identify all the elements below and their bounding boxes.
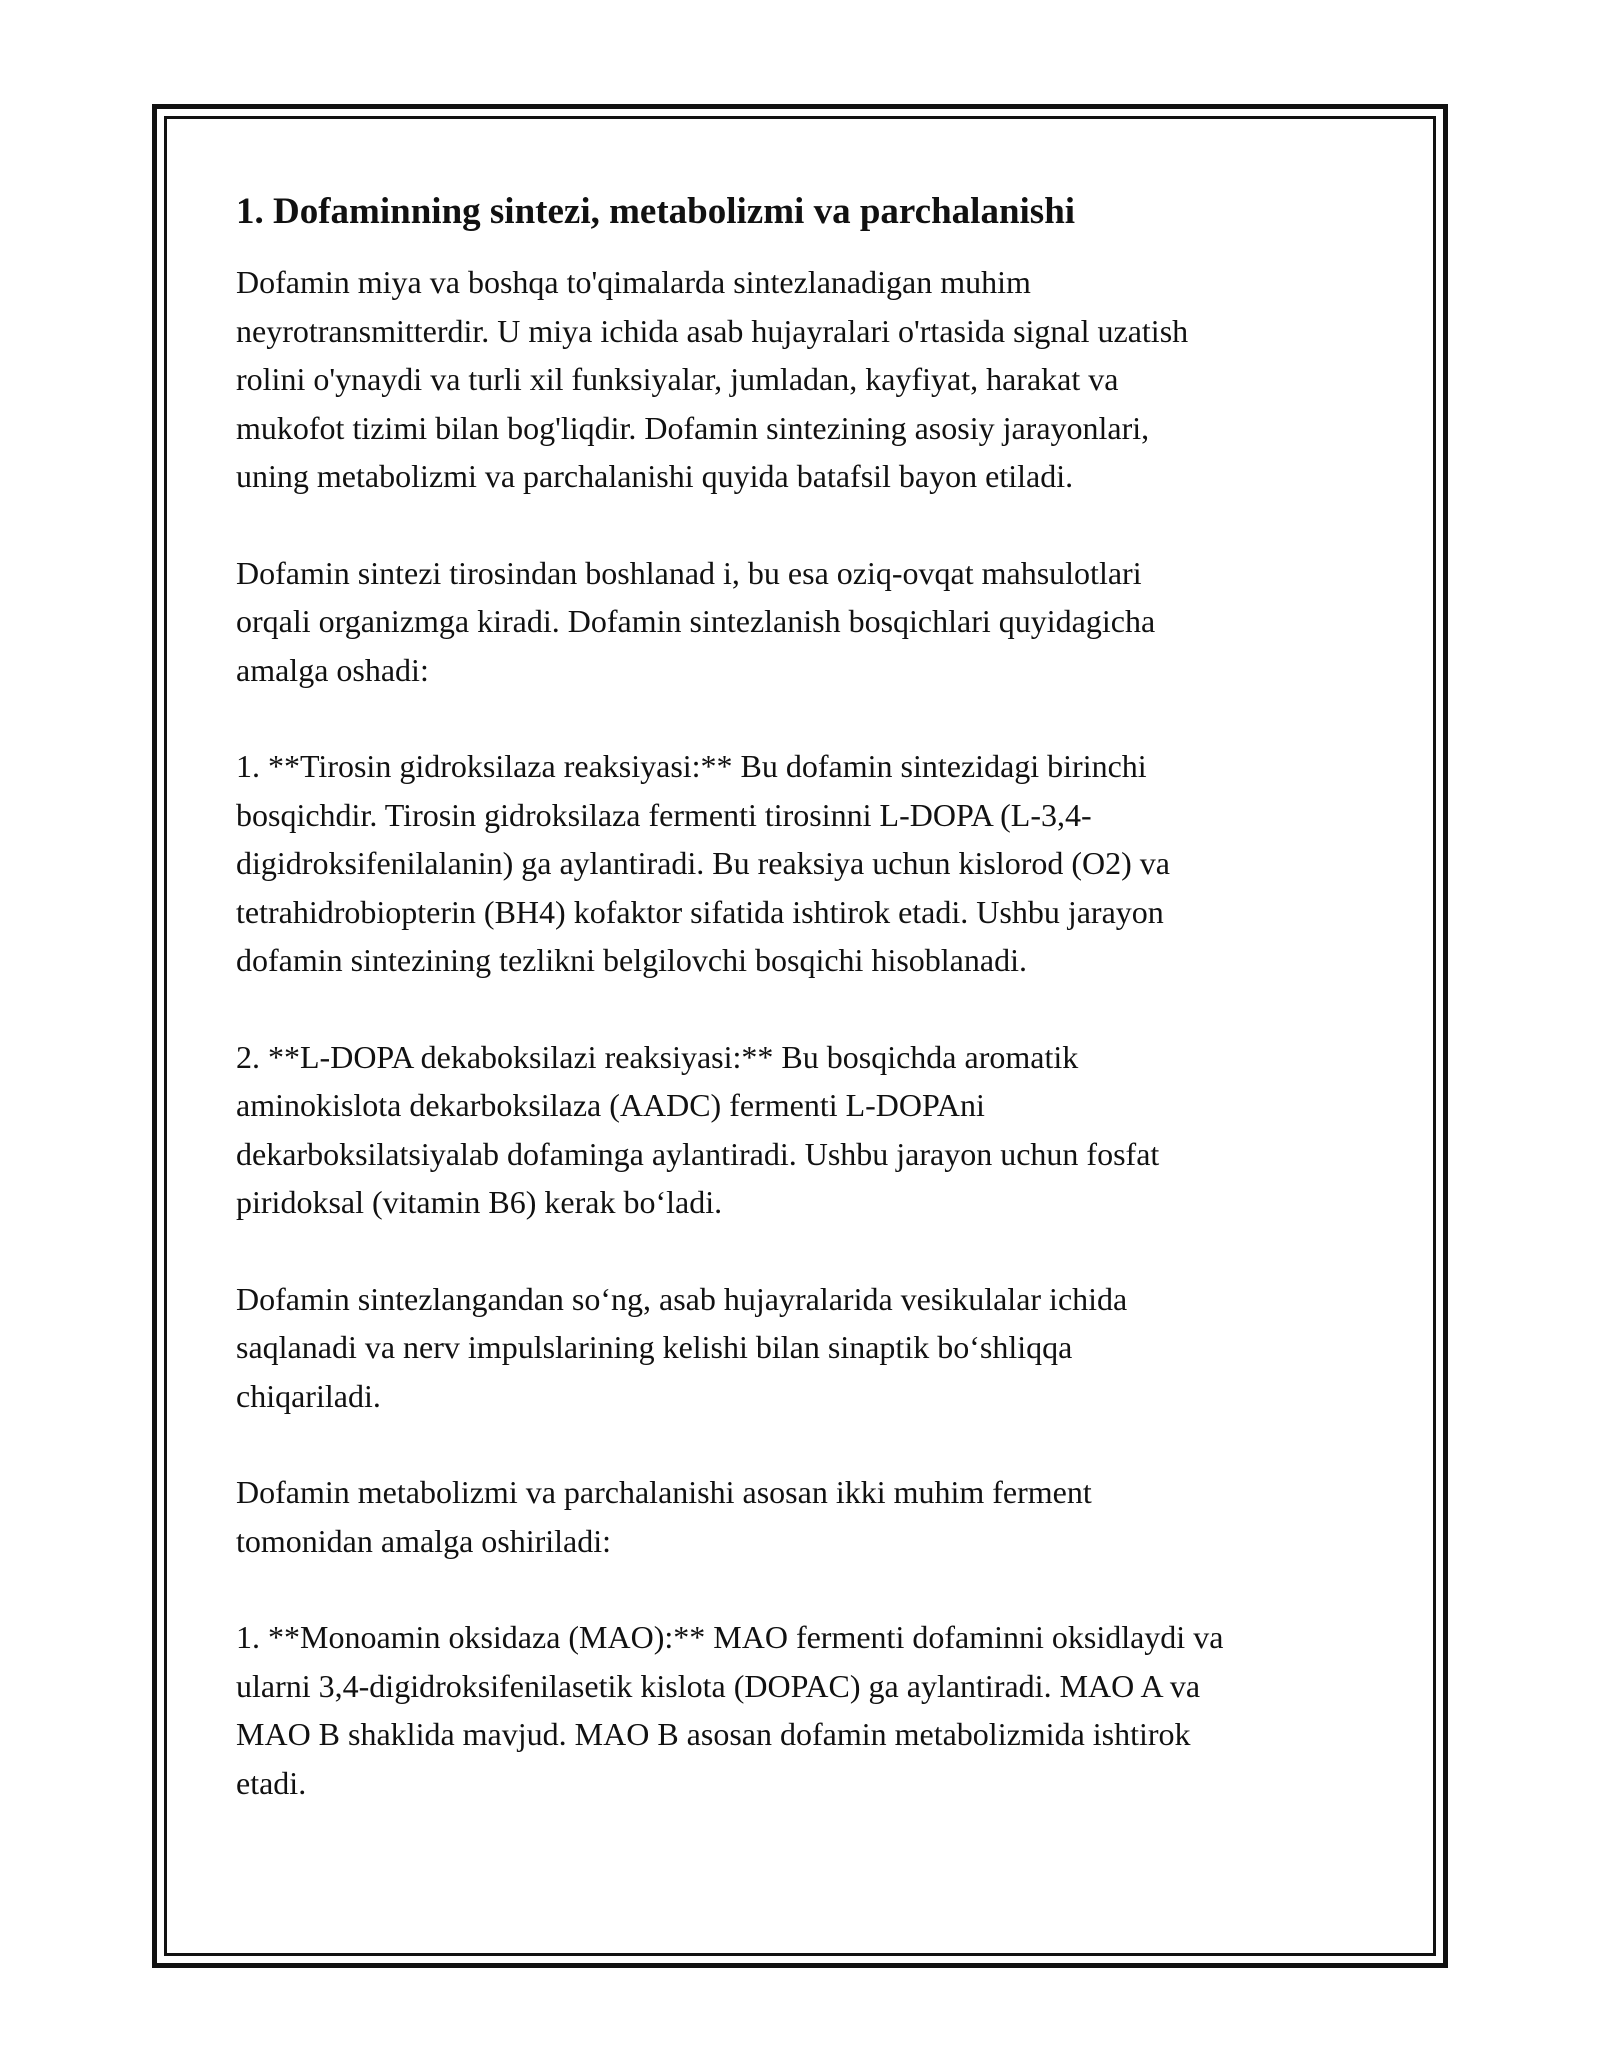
paragraph-metabolism-intro: [236, 1468, 1376, 1565]
text-line: 1. **Tirosin gidroksilaza reaksiyasi:** Bu dofamin sintezidagi birinchi: [236, 748, 1147, 784]
text-line: Dofamin sintezlangandan so‘ng, asab hujayralarida vesikulalar ichida: [236, 1280, 1128, 1317]
paragraph-synthesis-intro: [236, 549, 1376, 695]
text-line: dekarboksilatsiyalab dofaminga aylantiradi. Ushbu jarayon uchun fosfat: [236, 1135, 1160, 1172]
text-line: 2. **L-DOPA dekaboksilazi reaksiyasi:** Bu bosqichda aromatik: [236, 1038, 1079, 1075]
text-line: Dofamin miya va boshqa to'qimalarda sintezlanadigan muhim: [236, 264, 1031, 300]
text-line: mukofot tizimi bilan bog'liqdir. Dofamin sintezining asosiy jarayonlari,: [236, 409, 1150, 446]
text-line: aminokislota dekarboksilaza (AADC) fermenti L-DOPAni: [236, 1087, 985, 1123]
text-line: saqlanadi va nerv impulslarining kelishi bilan sinaptik bo‘shliqqa: [236, 1329, 1073, 1365]
text-line: amalga oshadi:: [236, 651, 429, 688]
paragraph-intro: [236, 258, 1376, 501]
text-line: MAO B shaklida mavjud. MAO B asosan dofamin metabolizmida ishtirok: [236, 1716, 1191, 1752]
paragraph-step-mao: [236, 1613, 1376, 1807]
text-line: rolini o'ynaydi va turli xil funksiyalar, jumladan, kayfiyat, harakat va: [236, 361, 1119, 397]
text-line: piridoksal (vitamin B6) kerak bo‘ladi.: [236, 1184, 723, 1220]
text-line: ularni 3,4-digidroksifenilasetik kislota (DOPAC) ga aylantiradi. MAO A va: [236, 1667, 1201, 1704]
text-line: tetrahidrobiopterin (BH4) kofaktor sifatida ishtirok etadi. Ushbu jarayon: [236, 893, 1164, 930]
paragraph-step-tyrosine-hydroxylase: [236, 742, 1376, 985]
text-line: tomonidan amalga oshiriladi:: [236, 1522, 612, 1559]
text-line: digidroksifenilalanin) ga aylantiradi. Bu reaksiya uchun kislorod (O2) va: [236, 845, 1170, 881]
text-line: dofamin sintezining tezlikni belgilovchi bosqichi hisoblanadi.: [236, 942, 1027, 978]
paragraph-storage-release: [236, 1275, 1376, 1421]
text-line: chiqariladi.: [236, 1377, 381, 1414]
text-line: neyrotransmitterdir. U miya ichida asab hujayralari o'rtasida signal uzatish: [236, 312, 1189, 349]
text-line: uning metabolizmi va parchalanishi quyida batafsil bayon etiladi.: [236, 458, 1074, 494]
document-body: [236, 188, 1376, 1855]
section-heading: 1. Dofaminning sintezi, metabolizmi va parchalanishi: [236, 191, 1076, 232]
text-line: Dofamin sintezi tirosindan boshlanad i, bu esa oziq-ovqat mahsulotlari: [236, 554, 1142, 591]
text-line: etadi.: [236, 1764, 307, 1801]
text-line: orqali organizmga kiradi. Dofamin sintezlanish bosqichlari quyidagicha: [236, 603, 1156, 639]
paragraph-step-ldopa-decarboxylase: [236, 1033, 1376, 1227]
text-line: bosqichdir. Tirosin gidroksilaza fermenti tirosinni L-DOPA (L-3,4-: [236, 796, 1092, 833]
text-line: 1. **Monoamin oksidaza (MAO):** MAO fermenti dofaminni oksidlaydi va: [236, 1619, 1224, 1655]
text-line: Dofamin metabolizmi va parchalanishi asosan ikki muhim ferment: [236, 1474, 1092, 1510]
